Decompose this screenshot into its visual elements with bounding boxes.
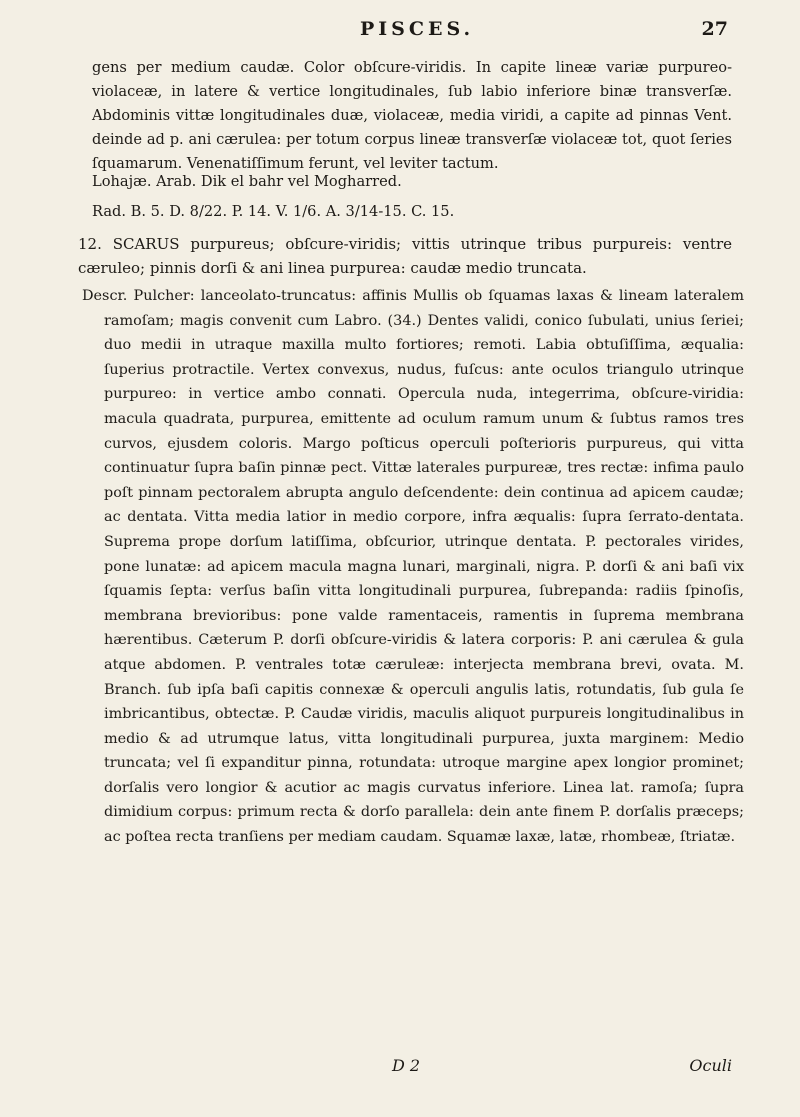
paragraph-text: Lohajæ. Arab. Dik el bahr vel Mogharred. bbox=[92, 173, 402, 190]
page-number: 27 bbox=[701, 18, 728, 40]
description-text: Descr. Pulcher: lanceolato-truncatus: affinis Mullis ob ſquamas laxas & lineam lateralem ramoſam; magis convenit cum Labro. (34.) Dentes validi, conico ſubulati, unius ſeriei; duo medii in utraque maxilla multo fortiores; remoti. Labia obtuſiſſima, æqualia: ſuperius protractile. Vertex convexus, nudus, fuſcus: ante oculos triangulo utrinque purpureo: in vertice ambo connati. Opercula nuda, integerrima, obſcure-viridia: macula quadrata, purpurea, emittente ad oculum ramum unum & ſubtus ramos tres curvos, ejusdem coloris. Margo poſticus operculi poſterioris purpureus, qui vitta continuatur ſupra baſin pinnæ pect. Vittæ laterales purpureæ, tres rectæ: infima paulo poſt pinnam pectoralem abrupta angulo deſcendente: dein continua ad apicem caudæ; ac dentata. Vitta media latior in medio corpore, infra æqualis: ſupra ſerrato-dentata. Suprema prope dorſum latiſſima, obſcurior, utrinque dentata. P. pectorales virides, pone lunatæ: ad apicem macula magna lunari, marginali, nigra. P. dorſi & ani baſi vix ſquamis ſepta: verſus baſin vitta longitudinali purpurea, ſubrepanda: radiis ſpinoſis, membrana brevioribus: pone valde ramentaceis, ramentis in ſuprema membrana hærentibus. Cæterum P. dorſi obſcure-viridis & latera corporis: P. ani cærulea & gula atque abdomen. P. ventrales totæ cæruleæ: interjecta membrana brevi, ovata. M. Branch. ſub ipſa baſi capitis connexæ & operculi angulis latis, rotundatis, ſub gula ſe imbricantibus, obtectæ. P. Caudæ viridis, maculis aliquot purpureis longitudinalibus in medio & ad utrumque latus, vitta longitudinali purpurea, juxta marginem: Medio truncata; vel ſi expanditur pinna, rotundata: utroque margine apex longior prominet; dorſalis vero longior & acutior ac magis curvatus inferiore. Linea lat. ramoſa; ſupra dimidium corpus: primum recta & dorſo parallela: dein ante finem P. dorſalis præceps; ac poſtea recta tranſiens per mediam caudam. Squamæ laxæ, latæ, rhombeæ, ſtriatæ. bbox=[82, 288, 744, 846]
paragraph-text: Rad. B. 5. D. 8/22. P. 14. V. 1/6. A. 3/14-15. C. 15. bbox=[92, 203, 455, 220]
paragraph-text: gens per medium caudæ. Color obſcure-viridis. In capite lineæ variæ purpureo-violaceæ, in latere & vertice longitudinales, ſub labio inferiore binæ transverſæ. Abdominis vittæ longitudinales duæ, violaceæ, media viridi, a capite ad pinnas Vent. deinde ad p. ani cærulea: per totum corpus lineæ transverſæ violaceæ tot, quot ſeries ſquamarum. Venenatiſſimum ferunt, vel leviter tactum. bbox=[92, 59, 732, 172]
paragraph-color-description bbox=[92, 56, 732, 176]
paragraph-fin-rays bbox=[92, 200, 732, 224]
catchword: Oculi bbox=[689, 1056, 732, 1075]
page-footer bbox=[0, 1056, 800, 1084]
species-heading-scarus-purpureus bbox=[78, 232, 732, 280]
paragraph-arabic-names bbox=[92, 170, 732, 194]
paragraph-description bbox=[82, 284, 744, 850]
running-head: PISCES. bbox=[360, 18, 475, 40]
printer-signature: D 2 bbox=[392, 1056, 421, 1075]
page-header bbox=[0, 18, 800, 52]
species-diagnosis: 12. SCARUS purpureus; obſcure-viridis; vittis utrinque tribus purpureis: ventre cæruleo; pinnis dorſi & ani linea purpurea: caudæ medio truncata. bbox=[78, 235, 732, 277]
